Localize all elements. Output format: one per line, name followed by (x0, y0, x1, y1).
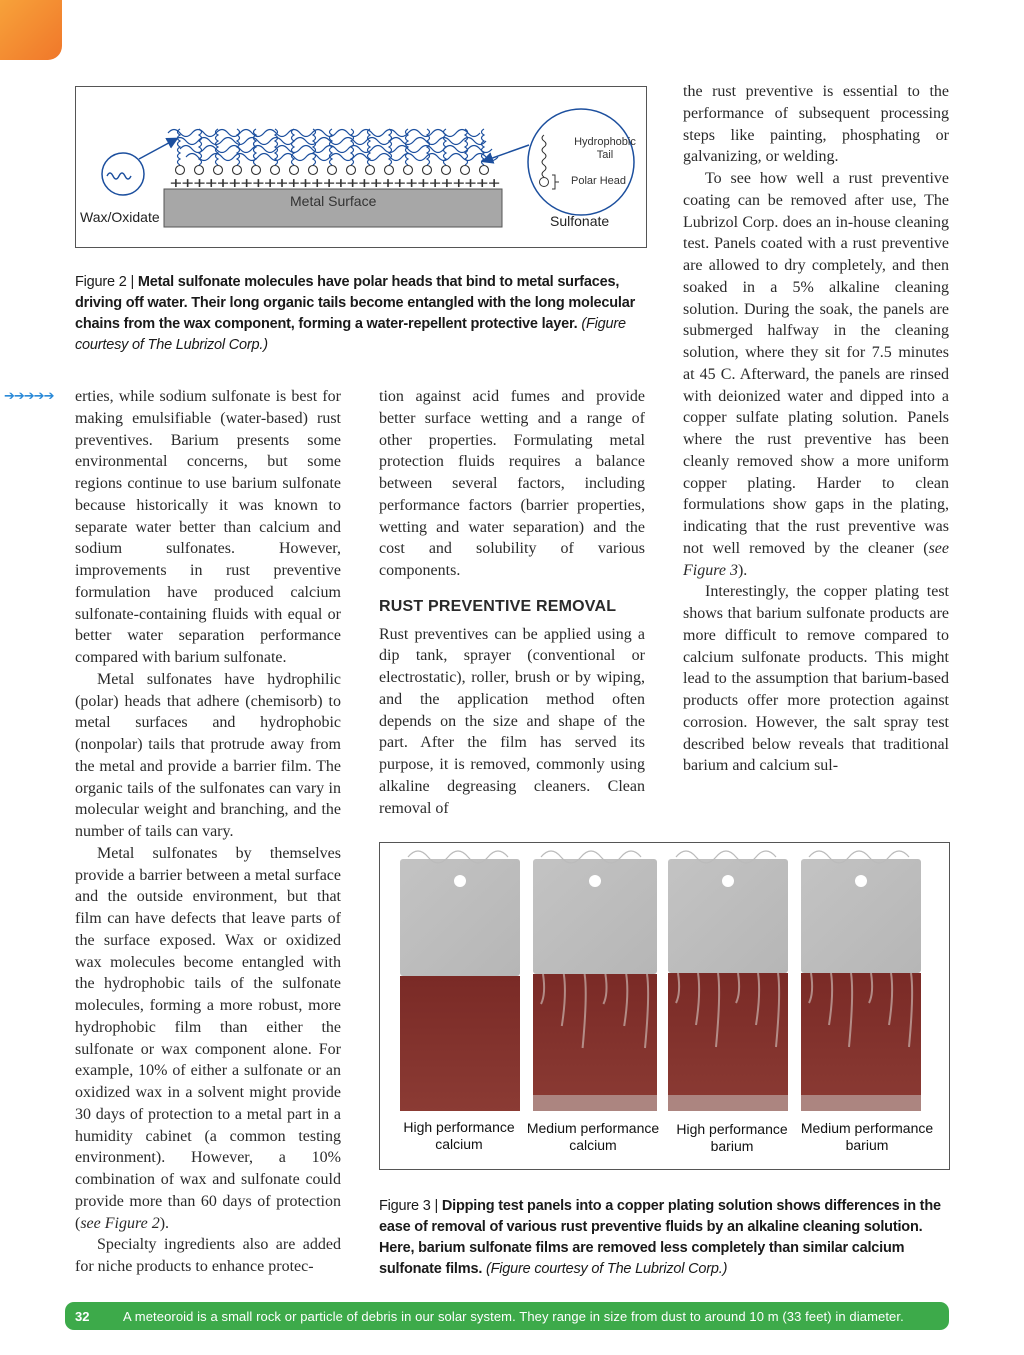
metal-surface-label: Metal Surface (290, 193, 377, 209)
col1-paragraph-3 (75, 843, 341, 1235)
wax-chain (168, 130, 480, 137)
col3-paragraph-2 (683, 168, 949, 581)
col3-paragraph-1: the rust preventive is essential to the performance of subsequent processing steps like painting, phosphating or galvanizing, or welding. (683, 83, 949, 166)
col3-paragraph-3: Interestingly, the copper plating test shows that barium sulfonate products are more difficult to remove compared to calcium sulfonate products. This might lead to the assumption that barium-based products offer more protection against corrosion. However, the salt spray test described below reveals that traditional barium and calcium sul- (683, 583, 949, 775)
col1-p3-end: ). (159, 1214, 170, 1232)
column-2 (379, 386, 645, 819)
figure2-number: Figure 2 (75, 274, 127, 290)
wax-chain (186, 154, 498, 161)
hydrophobic-tail (292, 129, 295, 165)
section-heading: RUST PREVENTIVE REMOVAL (379, 597, 617, 615)
figure2-credit: (Figure courtesy of The Lubrizol Corp.) (75, 316, 626, 353)
polar-head-label: Polar Head (571, 175, 627, 187)
panel-label-medium-barium: Medium performance barium (800, 1120, 934, 1153)
col1-p3-text: Metal sulfonates by themselves provide a barrier between a metal surface and the outside environment, but that film can have defects that leave parts of the surface exposed. Wax or oxidized wax molecules become entangled with the hydrophobic tails of the sulfonate molecules, forming a more robust, more hydrophobic film than either the sulfonate or wax component alone. For example, 10% of either a sulfonate or an oxidized wax in a solvent might provide 30 days of protection to a metal part in a humidity cabinet (a common testing environment). However, a 10% combination of wax and sulfonate could provide more than 60 days of protection ( (75, 844, 341, 1232)
hydrophobic-tail (482, 129, 485, 165)
panel-medium-calcium (533, 851, 657, 1111)
page-number: 32 (75, 1308, 90, 1324)
panel-high-calcium (400, 851, 520, 1111)
svg-text:++++++++++++++++++++++++++++: ++++++++++++++++++++++++++++ (170, 174, 500, 192)
col2-paragraph-2: Rust preventives can be applied using a dip tank, sprayer (conventional or electrostatic), roller, brush or by wiping, and the application method often depends on the size and shape of the part. After the film has served its purpose, it is removed, commonly using alkaline degreasing cleaners. Clean removal of (379, 625, 645, 817)
panel-label-high-barium: High performance barium (676, 1121, 788, 1154)
figure3-caption-text: Dipping test panels into a copper plating solution shows differences in the ease of removal of various rust preventive fluids by an alkaline cleaning solution. Here, barium sulfonate films are removed less completely than similar calcium sulfonate films. (379, 1198, 941, 1277)
panel-high-barium (668, 851, 788, 1111)
hydrophobic-tail (178, 129, 181, 165)
sulfonate-label: Sulfonate (550, 213, 610, 229)
col1-paragraph-2: Metal sulfonates have hydrophilic (polar) heads that adhere (chemisorb) to metal surfaces and hydrophobic (nonpolar) tails that protrude away from the metal and provide a barrier film. The organic tails of the sulfonates can vary in molecular weight and branching, and the number of tails can vary. (75, 670, 341, 840)
col3-p2-text: To see how well a rust preventive coating can be removed after use, The Lubrizol Corp. does an in-house cleaning test. Panels coated with a rust preventive are allowed to dry completely, and then soaked in a 5% alkaline cleaning solution. During the soak, the panels are submerged halfway in the cleaning solution, where they sit for 7.5 minutes at 45 C. Afterward, the panels are rinsed with deionized water and dipped into a copper sulfate plating solution. Panels where the rust preventive has been cleanly removed show a more uniform copper plating. Harder to clean formulations show gaps in the plating, indicating that the rust preventive was not well removed by the cleaner ( (683, 170, 949, 557)
hydrophobic-tail-label: Hydrophobic Tail (574, 136, 636, 161)
hydrophobic-tail (389, 129, 392, 165)
corner-tab-decoration (0, 0, 62, 60)
col2-paragraph-1: tion against acid fumes and provide better surface wetting and a range of other properties. Formulating metal protection fluids requires a balance between several factors, including performance factors (barrier properties, wetting and water separation) and the cost and solubility of various components. (379, 388, 645, 579)
figure3-credit: (Figure courtesy of The Lubrizol Corp.) (486, 1261, 728, 1277)
hydrophobic-tail (216, 129, 219, 165)
wax-oxidate-label: Wax/Oxidate (80, 209, 160, 225)
panel-medium-barium (801, 851, 921, 1111)
figure2-caption (75, 272, 647, 356)
col1-paragraph-4: Specialty ingredients also are added for niche products to enhance protec- (75, 1236, 341, 1275)
figure2-reference: see Figure 2 (80, 1214, 160, 1232)
caption-separator: | (130, 274, 138, 290)
figure3-reference: see Figure 3 (683, 539, 949, 579)
figure3-caption (379, 1196, 951, 1280)
panel-label-medium-calcium: Medium performance calcium (526, 1120, 660, 1153)
hydrophobic-tail (313, 129, 316, 165)
panel-label-high-calcium: High performance calcium (403, 1119, 515, 1152)
col3-p2-end: ). (737, 561, 748, 579)
continued-arrows-icon: ➔➔➔➔➔ (4, 389, 54, 404)
figure3-panels (379, 842, 950, 1170)
caption-separator: | (434, 1198, 442, 1214)
figure2-diagram (75, 86, 647, 248)
footer-bar (65, 1302, 949, 1330)
column-1 (75, 386, 341, 1278)
footer-fact: A meteoroid is a small rock or particle of debris in our solar system. They range in size from dust to around 10 m (33 feet) in diameter. (123, 1308, 904, 1324)
col1-paragraph-1: erties, while sodium sulfonate is best for making emulsifiable (water-based) rust preventives. Barium presents some environmental concerns, but some regions continue to use barium sulfonate because historically it was known to separate water better than calcium and sodium sulfonates. However, improvements in rust preventive formulation have produced calcium sulfonate-containing fluids with equal or better water separation performance compared with barium sulfonate. (75, 388, 341, 666)
figure2-caption-text: Metal sulfonate molecules have polar heads that bind to metal surfaces, driving off water. Their long organic tails become entangled with the long molecular chains from the wax component, forming a water-repellent protective layer. (75, 274, 636, 332)
hydrophobic-tail (330, 129, 333, 165)
column-3 (683, 81, 949, 777)
figure3-number: Figure 3 (379, 1198, 431, 1214)
